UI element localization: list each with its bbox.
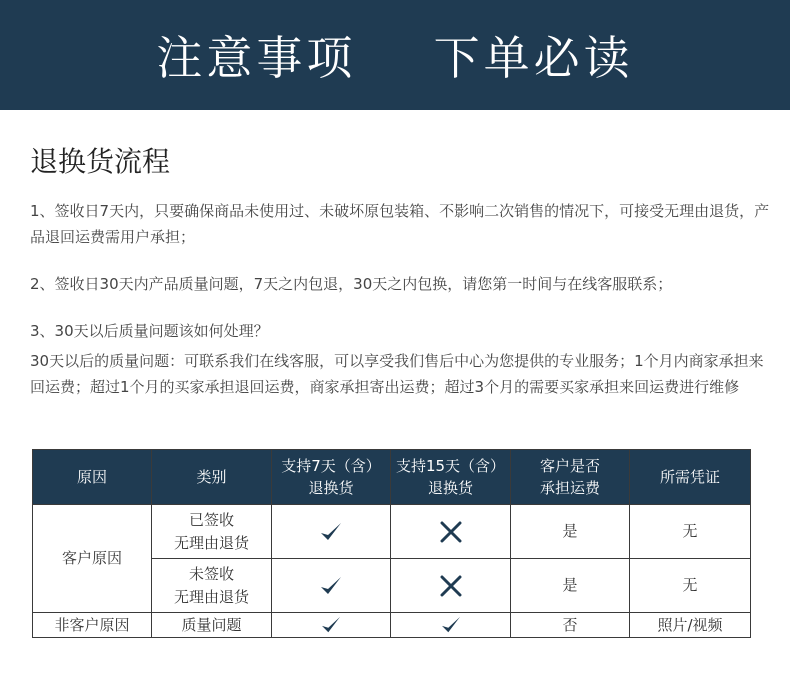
cell-7-day xyxy=(272,613,391,638)
cell-type-line1: 已签收 xyxy=(188,510,234,529)
header-fee xyxy=(511,450,630,505)
header-banner xyxy=(0,0,790,110)
paragraph-4: 30天以后的质量问题：可联系我们在线客服，可以享受我们售后中心为您提供的专业服务；1个月内商家承担来回运费；超过1个月的买家承担退回运费，商家承担寄出运费；超过3个月的需要买家承担来回运费进行维修 xyxy=(30,352,764,396)
cell-type xyxy=(152,505,272,559)
cell-15-day xyxy=(391,613,511,638)
check-icon xyxy=(320,522,342,542)
check-icon xyxy=(320,576,342,596)
header-type: 类别 xyxy=(152,450,272,505)
header-proof: 所需凭证 xyxy=(630,450,751,505)
header-fee-line1: 客户是否 xyxy=(539,457,600,475)
header-fee-line2: 承担运费 xyxy=(539,479,600,497)
cell-proof: 无 xyxy=(630,505,751,559)
header-7-day-line1: 支持7天（含） xyxy=(281,457,381,475)
header-7-day xyxy=(272,450,391,505)
cell-reason: 非客户原因 xyxy=(33,613,152,638)
header-7-day-line2: 退换货 xyxy=(308,479,354,497)
cell-type-line2: 无理由退货 xyxy=(173,587,249,606)
section-title: 退换货流程 xyxy=(30,145,171,178)
cell-7-day xyxy=(272,559,391,613)
banner-title: 注意事项 下单必读 xyxy=(156,31,634,85)
header-reason: 原因 xyxy=(33,450,152,505)
cross-icon xyxy=(440,521,462,543)
cell-15-day xyxy=(391,505,511,559)
cell-type-line2: 无理由退货 xyxy=(173,533,249,552)
cell-type-line1: 未签收 xyxy=(188,564,234,583)
cell-7-day xyxy=(272,505,391,559)
cell-type xyxy=(152,559,272,613)
paragraph-2: 2、签收日30天内产品质量问题，7天之内包退，30天之内包换，请您第一时间与在线客服联系； xyxy=(30,275,673,293)
table-header-row xyxy=(33,450,751,505)
cross-icon xyxy=(440,575,462,597)
paragraph-1: 1、签收日7天内，只要确保商品未使用过、未破坏原包装箱、不影响二次销售的情况下，可接受无理由退货，产品退回运费需用户承担； xyxy=(30,202,770,246)
check-icon xyxy=(441,616,461,634)
header-15-day-line2: 退换货 xyxy=(427,479,473,497)
return-policy-table xyxy=(32,449,751,638)
cell-fee: 是 xyxy=(511,505,630,559)
cell-reason: 客户原因 xyxy=(33,505,152,613)
cell-fee: 否 xyxy=(511,613,630,638)
cell-type: 质量问题 xyxy=(152,613,272,638)
table-row xyxy=(33,505,751,559)
cell-proof: 无 xyxy=(630,559,751,613)
cell-15-day xyxy=(391,559,511,613)
table-row xyxy=(33,613,751,638)
cell-proof: 照片/视频 xyxy=(630,613,751,638)
check-icon xyxy=(321,616,341,634)
header-15-day xyxy=(391,450,511,505)
cell-fee: 是 xyxy=(511,559,630,613)
header-15-day-line1: 支持15天（含） xyxy=(395,457,506,475)
paragraph-3: 3、30天以后质量问题该如何处理？ xyxy=(30,322,269,340)
